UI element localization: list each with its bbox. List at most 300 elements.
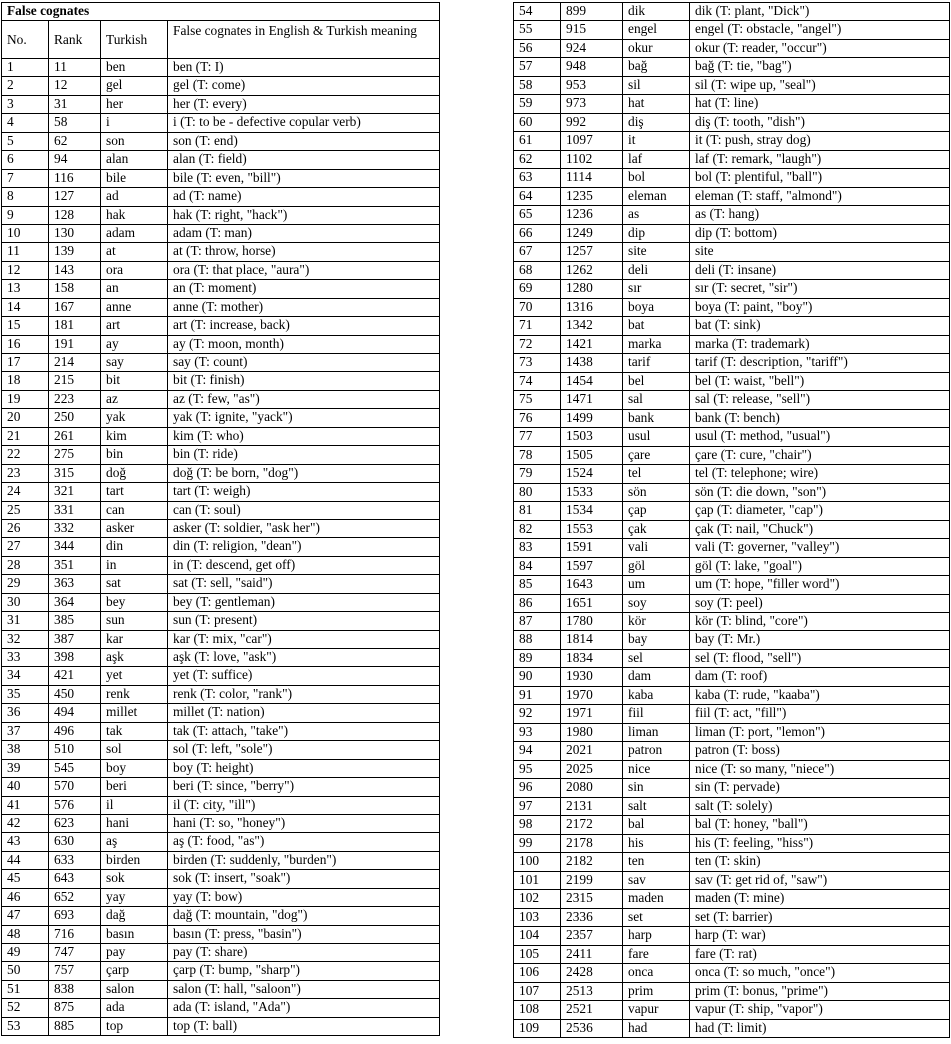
cell-turkish: dağ: [101, 907, 168, 925]
table-row: [514, 908, 950, 926]
cell-turkish: tel: [623, 465, 690, 483]
cell-no: 49: [2, 944, 49, 962]
cell-rank: 899: [561, 3, 623, 21]
cell-rank: 139: [49, 243, 101, 261]
cell-meaning: site: [690, 243, 950, 261]
table-row: [2, 298, 440, 316]
table-row: [514, 372, 950, 390]
cell-rank: 1834: [561, 649, 623, 667]
cell-turkish: ben: [101, 59, 168, 77]
cell-no: 37: [2, 722, 49, 740]
cell-rank: 1342: [561, 317, 623, 335]
cell-no: 39: [2, 759, 49, 777]
cell-turkish: kaba: [623, 686, 690, 704]
cell-meaning: aş (T: food, "as"): [168, 833, 440, 851]
table-row: [2, 925, 440, 943]
cell-rank: 450: [49, 685, 101, 703]
cell-turkish: millet: [101, 704, 168, 722]
cell-meaning: can (T: soul): [168, 501, 440, 519]
cell-no: 42: [2, 814, 49, 832]
cell-turkish: vali: [623, 539, 690, 557]
cell-meaning: basın (T: press, "basin"): [168, 925, 440, 943]
table-row: [514, 502, 950, 520]
cell-no: 78: [514, 446, 561, 464]
table-row: [514, 834, 950, 852]
cell-meaning: hat (T: line): [690, 95, 950, 113]
table-row: [514, 668, 950, 686]
cell-no: 89: [514, 649, 561, 667]
cell-rank: 143: [49, 261, 101, 279]
cell-no: 56: [514, 39, 561, 57]
table-row: [2, 132, 440, 150]
cell-meaning: bay (T: Mr.): [690, 631, 950, 649]
cell-meaning: bey (T: gentleman): [168, 593, 440, 611]
cell-turkish: salt: [623, 797, 690, 815]
cell-no: 24: [2, 483, 49, 501]
cell-rank: 757: [49, 962, 101, 980]
cell-rank: 31: [49, 95, 101, 113]
cell-no: 71: [514, 317, 561, 335]
table-row: [514, 428, 950, 446]
cell-no: 83: [514, 539, 561, 557]
cell-no: 82: [514, 520, 561, 538]
cell-no: 68: [514, 261, 561, 279]
cell-rank: 2172: [561, 816, 623, 834]
cell-meaning: dip (T: bottom): [690, 224, 950, 242]
cell-meaning: salon (T: hall, "saloon"): [168, 980, 440, 998]
cell-turkish: liman: [623, 723, 690, 741]
cell-turkish: pay: [101, 944, 168, 962]
cell-no: 29: [2, 575, 49, 593]
cell-turkish: prim: [623, 982, 690, 1000]
table-row: [2, 593, 440, 611]
cell-rank: 1499: [561, 409, 623, 427]
cell-meaning: kör (T: blind, "core"): [690, 612, 950, 630]
table-row: [2, 335, 440, 353]
cell-no: 1: [2, 59, 49, 77]
cell-rank: 2025: [561, 760, 623, 778]
cell-rank: 1454: [561, 372, 623, 390]
cell-no: 33: [2, 649, 49, 667]
cell-no: 106: [514, 964, 561, 982]
cell-no: 54: [514, 3, 561, 21]
cell-no: 32: [2, 630, 49, 648]
cell-no: 61: [514, 132, 561, 150]
cell-meaning: sel (T: flood, "sell"): [690, 649, 950, 667]
cell-meaning: hani (T: so, "honey"): [168, 814, 440, 832]
cell-rank: 351: [49, 556, 101, 574]
cell-turkish: birden: [101, 851, 168, 869]
cell-turkish: hat: [623, 95, 690, 113]
cell-rank: 652: [49, 888, 101, 906]
cell-turkish: tarif: [623, 354, 690, 372]
cell-rank: 275: [49, 446, 101, 464]
cell-turkish: onca: [623, 964, 690, 982]
cell-meaning: bat (T: sink): [690, 317, 950, 335]
cell-no: 79: [514, 465, 561, 483]
table-row: [2, 778, 440, 796]
cell-turkish: sav: [623, 871, 690, 889]
cell-meaning: alan (T: field): [168, 151, 440, 169]
cell-meaning: at (T: throw, horse): [168, 243, 440, 261]
cell-meaning: pay (T: share): [168, 944, 440, 962]
cell-no: 73: [514, 354, 561, 372]
cell-turkish: boy: [101, 759, 168, 777]
cell-meaning: onca (T: so much, "once"): [690, 964, 950, 982]
cell-meaning: art (T: increase, back): [168, 317, 440, 335]
cell-turkish: gel: [101, 77, 168, 95]
cell-rank: 1643: [561, 576, 623, 594]
cell-no: 36: [2, 704, 49, 722]
cell-turkish: renk: [101, 685, 168, 703]
cell-meaning: çarp (T: bump, "sharp"): [168, 962, 440, 980]
cell-meaning: bile (T: even, "bill"): [168, 169, 440, 187]
cell-turkish: patron: [623, 742, 690, 760]
cell-no: 87: [514, 612, 561, 630]
cell-turkish: maden: [623, 890, 690, 908]
cell-no: 25: [2, 501, 49, 519]
cell-no: 72: [514, 335, 561, 353]
cell-meaning: çare (T: cure, "chair"): [690, 446, 950, 464]
cell-rank: 693: [49, 907, 101, 925]
cell-meaning: yak (T: ignite, "yack"): [168, 409, 440, 427]
cell-rank: 2357: [561, 927, 623, 945]
cell-turkish: çak: [623, 520, 690, 538]
cell-no: 85: [514, 576, 561, 594]
cell-no: 10: [2, 224, 49, 242]
cell-turkish: aşk: [101, 649, 168, 667]
cell-turkish: bank: [623, 409, 690, 427]
cell-no: 96: [514, 779, 561, 797]
table-row: [514, 76, 950, 94]
cell-turkish: soy: [623, 594, 690, 612]
cell-meaning: dağ (T: mountain, "dog"): [168, 907, 440, 925]
cell-no: 21: [2, 427, 49, 445]
cell-no: 51: [2, 980, 49, 998]
cell-no: 17: [2, 354, 49, 372]
cell-meaning: millet (T: nation): [168, 704, 440, 722]
cell-turkish: um: [623, 576, 690, 594]
cell-meaning: sal (T: release, "sell"): [690, 391, 950, 409]
cell-meaning: renk (T: color, "rank"): [168, 685, 440, 703]
cell-no: 101: [514, 871, 561, 889]
cell-turkish: an: [101, 280, 168, 298]
cell-no: 81: [514, 502, 561, 520]
cell-turkish: kör: [623, 612, 690, 630]
cell-turkish: aş: [101, 833, 168, 851]
cell-rank: 387: [49, 630, 101, 648]
table-row: [2, 962, 440, 980]
cell-meaning: dik (T: plant, "Dick"): [690, 3, 950, 21]
cell-rank: 332: [49, 519, 101, 537]
cell-turkish: engel: [623, 21, 690, 39]
cell-no: 76: [514, 409, 561, 427]
cell-meaning: say (T: count): [168, 354, 440, 372]
table-row: [2, 464, 440, 482]
cell-no: 26: [2, 519, 49, 537]
cell-no: 66: [514, 224, 561, 242]
cell-meaning: bal (T: honey, "ball"): [690, 816, 950, 834]
table-row: [2, 722, 440, 740]
cell-rank: 158: [49, 280, 101, 298]
cell-rank: 973: [561, 95, 623, 113]
cell-meaning: fare (T: rat): [690, 945, 950, 963]
cell-rank: 1236: [561, 206, 623, 224]
cell-no: 86: [514, 594, 561, 612]
cell-meaning: beri (T: since, "berry"): [168, 778, 440, 796]
table-caption: False cognates: [2, 3, 440, 21]
cell-meaning: liman (T: port, "lemon"): [690, 723, 950, 741]
table-row: [2, 501, 440, 519]
cell-rank: 2315: [561, 890, 623, 908]
cell-rank: 494: [49, 704, 101, 722]
cell-meaning: çap (T: diameter, "cap"): [690, 502, 950, 520]
table-row: [2, 77, 440, 95]
table-row: [514, 317, 950, 335]
cell-no: 31: [2, 612, 49, 630]
cell-meaning: çak (T: nail, "Chuck"): [690, 520, 950, 538]
cell-rank: 2178: [561, 834, 623, 852]
cell-turkish: beri: [101, 778, 168, 796]
cell-turkish: eleman: [623, 187, 690, 205]
cell-rank: 94: [49, 151, 101, 169]
cell-no: 95: [514, 760, 561, 778]
cell-meaning: asker (T: soldier, "ask her"): [168, 519, 440, 537]
cell-no: 92: [514, 705, 561, 723]
cell-turkish: boya: [623, 298, 690, 316]
cell-turkish: sun: [101, 612, 168, 630]
table-row: [514, 686, 950, 704]
cell-meaning: adam (T: man): [168, 224, 440, 242]
cell-no: 64: [514, 187, 561, 205]
table-row: [514, 243, 950, 261]
cell-no: 52: [2, 999, 49, 1017]
cell-meaning: boya (T: paint, "boy"): [690, 298, 950, 316]
cell-meaning: vapur (T: ship, "vapor"): [690, 1001, 950, 1019]
cell-meaning: top (T: ball): [168, 1017, 440, 1035]
table-row: [2, 759, 440, 777]
table-row: [514, 132, 950, 150]
table-row: [514, 21, 950, 39]
cell-turkish: yet: [101, 667, 168, 685]
cell-no: 43: [2, 833, 49, 851]
cell-no: 28: [2, 556, 49, 574]
cell-turkish: hani: [101, 814, 168, 832]
cell-turkish: az: [101, 390, 168, 408]
table-row: [2, 95, 440, 113]
cell-no: 108: [514, 1001, 561, 1019]
table-row: [514, 760, 950, 778]
cell-rank: 127: [49, 188, 101, 206]
cell-no: 45: [2, 870, 49, 888]
cell-no: 47: [2, 907, 49, 925]
table-row: [2, 575, 440, 593]
cell-no: 9: [2, 206, 49, 224]
cell-meaning: diş (T: tooth, "dish"): [690, 113, 950, 131]
table-row: [2, 741, 440, 759]
cell-turkish: laf: [623, 150, 690, 168]
cell-meaning: din (T: religion, "dean"): [168, 538, 440, 556]
cell-turkish: nice: [623, 760, 690, 778]
cell-rank: 1280: [561, 280, 623, 298]
cell-meaning: doğ (T: be born, "dog"): [168, 464, 440, 482]
table-row: [514, 539, 950, 557]
cell-turkish: can: [101, 501, 168, 519]
cell-no: 57: [514, 58, 561, 76]
cell-meaning: engel (T: obstacle, "angel"): [690, 21, 950, 39]
cell-no: 63: [514, 169, 561, 187]
cell-rank: 2428: [561, 964, 623, 982]
cell-no: 62: [514, 150, 561, 168]
cell-meaning: bin (T: ride): [168, 446, 440, 464]
cell-rank: 344: [49, 538, 101, 556]
cell-rank: 1970: [561, 686, 623, 704]
cell-no: 50: [2, 962, 49, 980]
cell-turkish: her: [101, 95, 168, 113]
cell-turkish: sil: [623, 76, 690, 94]
table-caption-row: [2, 3, 440, 21]
table-row: [514, 982, 950, 1000]
cell-rank: 1114: [561, 169, 623, 187]
cell-rank: 633: [49, 851, 101, 869]
cell-no: 41: [2, 796, 49, 814]
cell-no: 70: [514, 298, 561, 316]
cell-meaning: ora (T: that place, "aura"): [168, 261, 440, 279]
cell-meaning: um (T: hope, "filler word"): [690, 576, 950, 594]
cell-turkish: okur: [623, 39, 690, 57]
cell-no: 69: [514, 280, 561, 298]
cell-no: 91: [514, 686, 561, 704]
cell-rank: 1235: [561, 187, 623, 205]
table-row: [2, 999, 440, 1017]
cell-meaning: sun (T: present): [168, 612, 440, 630]
table-row: [2, 796, 440, 814]
cell-meaning: patron (T: boss): [690, 742, 950, 760]
cell-meaning: boy (T: height): [168, 759, 440, 777]
cell-turkish: sel: [623, 649, 690, 667]
cell-no: 80: [514, 483, 561, 501]
cell-rank: 261: [49, 427, 101, 445]
cell-meaning: hak (T: right, "hack"): [168, 206, 440, 224]
cell-no: 38: [2, 741, 49, 759]
cell-rank: 1421: [561, 335, 623, 353]
cell-turkish: göl: [623, 557, 690, 575]
cell-turkish: diş: [623, 113, 690, 131]
cell-meaning: sok (T: insert, "soak"): [168, 870, 440, 888]
table-row: [514, 58, 950, 76]
cell-meaning: harp (T: war): [690, 927, 950, 945]
table-row: [514, 261, 950, 279]
cell-no: 12: [2, 261, 49, 279]
table-row: [2, 317, 440, 335]
cell-turkish: his: [623, 834, 690, 852]
cell-turkish: tart: [101, 483, 168, 501]
cell-no: 103: [514, 908, 561, 926]
cell-turkish: sön: [623, 483, 690, 501]
cell-meaning: ten (T: skin): [690, 853, 950, 871]
table-row: [514, 723, 950, 741]
cell-no: 65: [514, 206, 561, 224]
cell-meaning: salt (T: solely): [690, 797, 950, 815]
cell-meaning: tarif (T: description, "tariff"): [690, 354, 950, 372]
cell-turkish: sat: [101, 575, 168, 593]
cell-meaning: eleman (T: staff, "almond"): [690, 187, 950, 205]
cell-turkish: dik: [623, 3, 690, 21]
cell-rank: 496: [49, 722, 101, 740]
cell-turkish: adam: [101, 224, 168, 242]
cell-rank: 875: [49, 999, 101, 1017]
cell-no: 88: [514, 631, 561, 649]
table-row: [514, 853, 950, 871]
cell-no: 11: [2, 243, 49, 261]
cell-rank: 2536: [561, 1019, 623, 1037]
cell-rank: 2199: [561, 871, 623, 889]
table-row: [2, 354, 440, 372]
cell-rank: 1503: [561, 428, 623, 446]
cell-rank: 1814: [561, 631, 623, 649]
table-row: [514, 113, 950, 131]
cell-rank: 130: [49, 224, 101, 242]
cell-no: 67: [514, 243, 561, 261]
false-cognates-table-left: [1, 2, 440, 1036]
cell-no: 102: [514, 890, 561, 908]
cell-rank: 250: [49, 409, 101, 427]
cell-rank: 510: [49, 741, 101, 759]
cell-meaning: bank (T: bench): [690, 409, 950, 427]
cell-turkish: had: [623, 1019, 690, 1037]
cell-rank: 11: [49, 59, 101, 77]
table-row: [2, 870, 440, 888]
cell-rank: 385: [49, 612, 101, 630]
cell-no: 97: [514, 797, 561, 815]
cell-no: 48: [2, 925, 49, 943]
cell-turkish: fare: [623, 945, 690, 963]
cell-rank: 364: [49, 593, 101, 611]
cell-turkish: sal: [623, 391, 690, 409]
table-row: [2, 390, 440, 408]
cell-no: 40: [2, 778, 49, 796]
cell-meaning: sat (T: sell, "said"): [168, 575, 440, 593]
cell-turkish: sok: [101, 870, 168, 888]
table-row: [2, 944, 440, 962]
cell-rank: 1471: [561, 391, 623, 409]
cell-meaning: il (T: city, "ill"): [168, 796, 440, 814]
cell-turkish: yak: [101, 409, 168, 427]
table-row: [2, 556, 440, 574]
cell-rank: 128: [49, 206, 101, 224]
table-row: [514, 3, 950, 21]
cell-turkish: il: [101, 796, 168, 814]
table-body-left: [2, 59, 440, 1036]
cell-rank: 630: [49, 833, 101, 851]
cell-meaning: set (T: barrier): [690, 908, 950, 926]
table-row: [514, 354, 950, 372]
table-row: [514, 206, 950, 224]
cell-turkish: sin: [623, 779, 690, 797]
cell-rank: 116: [49, 169, 101, 187]
cell-rank: 2131: [561, 797, 623, 815]
cell-meaning: yet (T: suffice): [168, 667, 440, 685]
cell-meaning: kar (T: mix, "car"): [168, 630, 440, 648]
cell-rank: 1780: [561, 612, 623, 630]
cell-meaning: tart (T: weigh): [168, 483, 440, 501]
cell-turkish: bal: [623, 816, 690, 834]
table-row: [2, 261, 440, 279]
cell-turkish: ad: [101, 188, 168, 206]
column-header-turkish: Turkish: [101, 21, 168, 59]
cell-rank: 321: [49, 483, 101, 501]
cell-turkish: dam: [623, 668, 690, 686]
